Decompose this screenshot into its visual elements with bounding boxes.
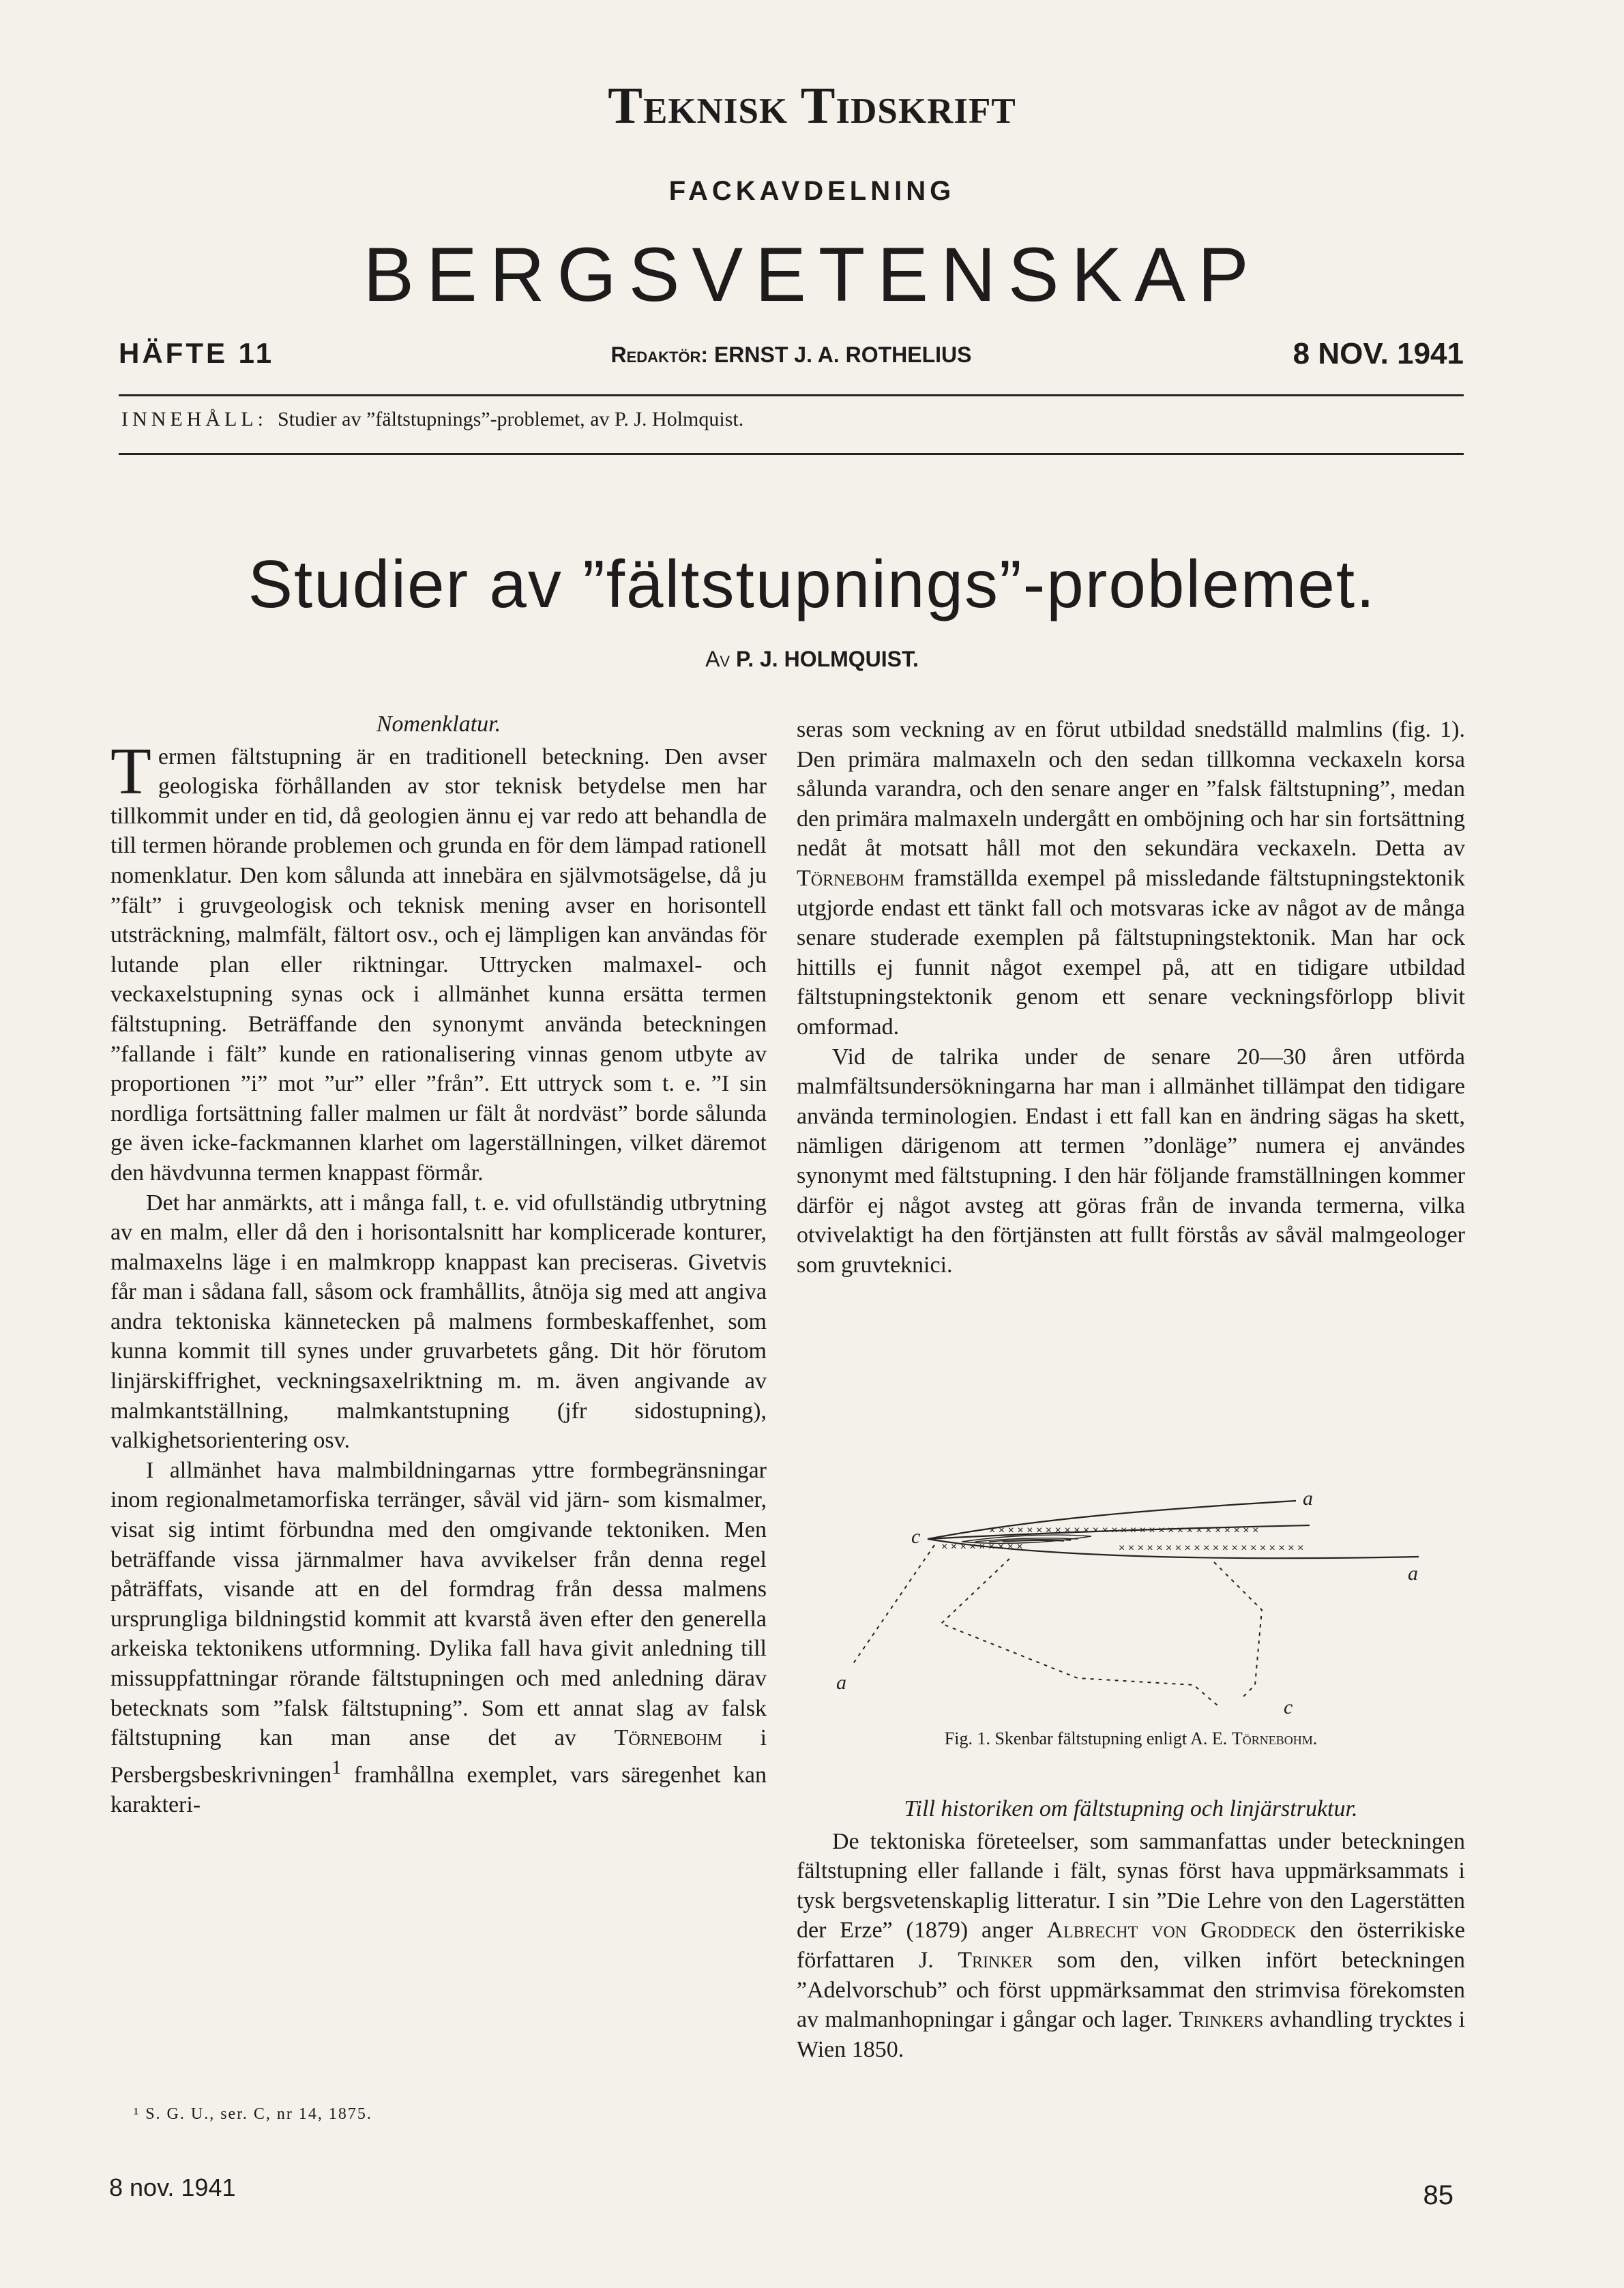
author-ref: Albrecht von Groddeck [1046,1918,1297,1944]
paragraph [110,1456,767,1819]
bottom-rule [119,453,1464,455]
byline [0,647,1624,672]
svg-text:× × × × × × × × ×: × × × × × × × × × [941,1541,1023,1553]
footnote: ¹ S. G. U., ser. C, nr 14, 1875. [134,2105,372,2123]
drop-cap: T [110,734,151,808]
caption-author: Törnebohm. [1231,1729,1318,1748]
right-column [797,715,1465,1280]
contents-label: INNEHÅLL: [121,408,267,430]
paragraph: Det har anmärkts, att i många fall, t. e. vid ofullständig utbrytning av en malm, eller då den i horisontalsnitt har komplicerade konturer, malmaxelns läge i en malmkropp knappast kan preciseras. Givetvis får man i sådana fall, såsom ock framhållits, åtnöja sig med att angiva andra tektoniska kännetecken på malmens formbeskaffenhet, som kunna kommit till synes under gruvarbetets gång. Dit hör förutom linjärskiffrighet, veckningsaxelriktning m. m. även angivande av malmkantställning, malmkantstupning (jfr sidostupning), valkighetsorientering osv. [110,1190,767,1454]
left-column [110,709,767,1819]
article-title: Studier av ”fältstupnings”-problemet. [248,546,1376,621]
figure-1-diagram [832,1480,1460,1726]
fig-label-a-left: a [836,1671,846,1694]
contents-text: Studier av ”fältstupnings”-problemet, av P. J. Holmquist. [277,408,744,430]
editor-line [119,342,1464,368]
subhead-nomenklatur: Nomenklatur. [376,712,501,737]
footnote-ref[interactable]: 1 [331,1757,342,1778]
footer-date: 8 nov. 1941 [109,2173,236,2201]
subhead-historik: Till historiken om fältstupning och linjärstruktur. [904,1796,1358,1821]
page-number: 85 [1423,2180,1453,2210]
issue-row [119,337,1464,378]
figure-caption [797,1729,1465,1749]
fig-label-c-bottom: c [1284,1696,1293,1718]
paragraph [797,1827,1465,2065]
paragraph [110,734,767,1188]
department-label: FACKAVDELNING [668,176,956,206]
fig-label-a-right: a [1408,1562,1418,1585]
paragraph-text: avhandling trycktes i Wien 1850. [797,2007,1466,2062]
paragraph-text: i Persbergsbeskrivningen [110,1725,767,1788]
fig-label-a-top: a [1303,1487,1313,1510]
issue-number: HÄFTE 11 [119,337,275,369]
paragraph-text: De tektoniska företeelser, som sammanfattas under beteckningen fältstupning eller fallande i fält, synas först hava uppmärksammats i tysk bergsvetenskaplig litteratur. I sin ”Die Lehre von den Lagerstätten der Erze” (1879) anger [797,1828,1465,1944]
section-title: BERGSVETENSKAP [363,232,1261,317]
paragraph-text: som den, vilken infört beteckningen ”Adelvorschub” och först uppmärksammat den strimvisa förekomsten av malmanhopningar i gångar och lager. [797,1947,1466,2033]
issue-date: 8 NOV. 1941 [1293,337,1464,370]
editor-label: Redaktör: [610,342,709,367]
editor-name: ERNST J. A. ROTHELIUS [713,342,972,367]
byline-prefix: Av [705,647,730,671]
top-rule [119,394,1464,396]
svg-text:× × × × × × × × × × × × × × ×: × × × × × × × × × × × × × × × × × × × × × × × × × × × × × [989,1525,1259,1536]
author-ref: Törnebohm [614,1725,722,1751]
contents-line [121,408,743,431]
paragraph: Vid de talrika under de senare 20—30 åren utförda malmfältsundersökningarna har man i allmänhet tillämpat den tidigare använda terminologien. Endast i ett fall kan en ändring sägas ha skett, nämligen därigenom att termen ”donläge” numera ej användes synonymt med fältstupning. I den här följande framställningen kommer därför ej något avsteg att göras från de invanda termerna, vilka otvivelaktigt ha den förtjänsten att fullt förstås av såväl malmgeologer som gruvteknici. [797,1044,1465,1278]
paragraph [797,715,1465,1042]
history-section [797,1794,1465,2064]
fig-label-c-left: c [911,1525,921,1548]
paragraph-text: seras som veckning av en förut utbildad snedställd malmlins (fig. 1). Den primära malmaxeln och den sedan tillkomna veckaxeln korsa sålunda varandra, och den senare anger en ”falsk fältstupning”, medan den primära malmaxeln undergått en omböjning och har sin fortsättning nedåt åt motsatt håll mot den sekundära veckaxeln. Detta av [797,717,1465,862]
author-ref: Trinker [958,1947,1033,1973]
journal-title: Teknisk Tidskrift [608,77,1016,134]
author-name: P. J. HOLMQUIST. [736,647,919,671]
paragraph-text: I allmänhet hava malmbildningarnas yttre formbegränsningar inom regionalmetamorfiska terränger, såväl vid järn- som kismalmer, visat sig intimt förbundna med den omgivande tektoniken. Men beträffande vissa järnmalmer hava avvikelser från denna regel påträffats, visande att en del formdrag från dessa malmens ursprungliga bildningstid kommit att kvarstå även efter den generella arkeiska tektonikens utformning. Dylika fall hava givit anledning till missuppfattningar rörande fältstupningen och med anledning därav betecknats som ”falsk fältstupning”. Som ett annat slag av falsk fältstupning kan man anse det av [110,1457,767,1751]
paragraph-text: framställda exempel på missledande fältstupningstektonik utgjorde endast ett tänkt fall och motsvaras icke av något av de många senare studerade exemplen på fältstupningstektonik. Man har ock hittills ej funnit något exempel på, att en tidigare utbildad fältstupningstektonik genom ett senare veckningsförlopp blivit omformad. [797,865,1466,1040]
paragraph-text: den österrikiske författaren J. [797,1918,1466,1973]
caption-text: Fig. 1. Skenbar fältstupning enligt A. E. [944,1729,1228,1748]
author-ref: Trinkers [1179,2007,1264,2033]
paragraph-text: ermen fältstupning är en traditionell beteckning. Den avser geologiska förhållanden av stor teknisk betydelse men har tillkommit under en tid, då geologien ännu ej var redo att behandla de till termen hörande problemen och grunda en för dem lämpad rationell nomenklatur. Den kom sålunda att innebära en självmotsägelse, då ju ”fält” i gruvgeologisk och teknisk mening avser en horisontell utsträckning, malmfält, fältort osv., och ej lämpligen kan användas för lutande plan eller riktningar. Uttrycken malmaxel- och veckaxelstupning synas ock i allmänhet kunna ersätta termen fältstupning. Beträffande den synonymt använda beteckningen ”fallande i fält” kunde en rationalisering vinnas genom utbyte av proportionen ”i” mot ”ur” eller ”från”. Ett uttryck som t. e. ”I sin nordliga fortsättning faller malmen ur fält åt nordväst” borde sålunda ge även icke-fackmannen klarhet om lagerställningen, vilket däremot den hävdvunna termen knappast förmår. [110,744,767,1186]
paragraph-text: framhållna exemplet, vars säregenhet kan karakteri- [110,1762,767,1817]
author-ref: Törnebohm [797,865,905,891]
svg-text:× × × × × × × × × × × × × × ×: × × × × × × × × × × × × × × × × × × × × [1119,1542,1304,1554]
